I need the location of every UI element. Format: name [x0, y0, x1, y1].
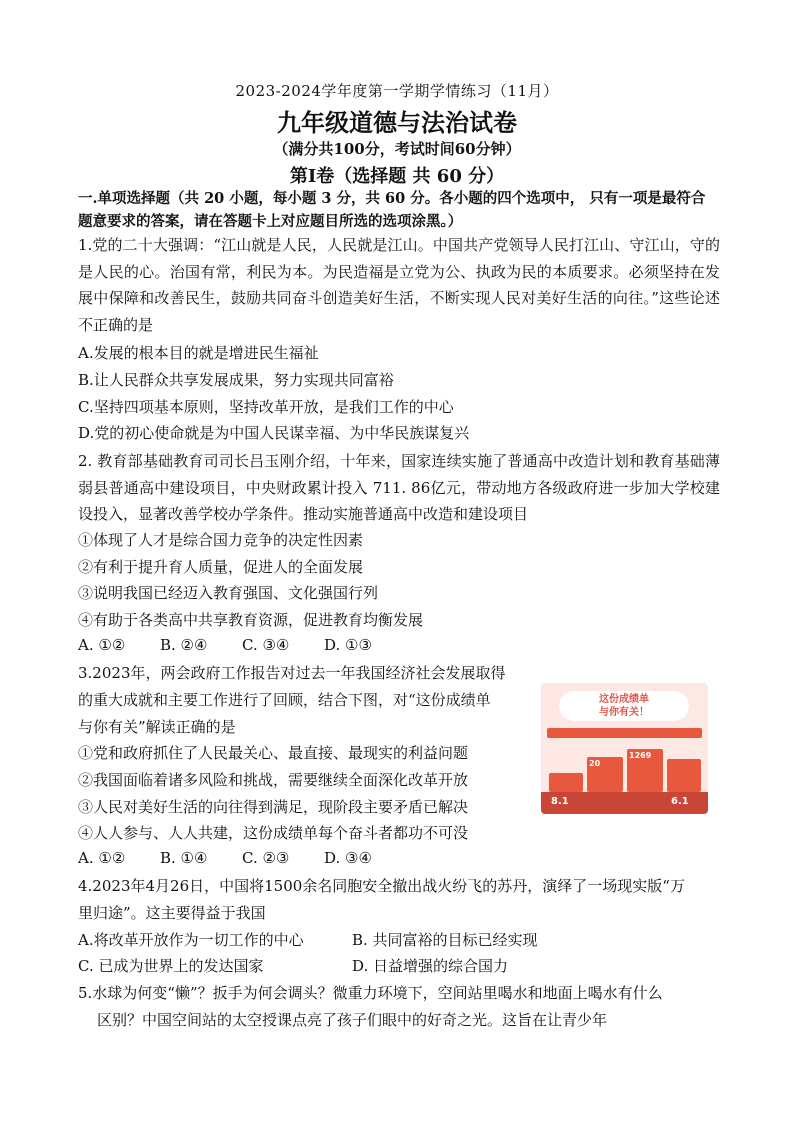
- q1-option-b: B.让人民群众共享发展成果，努力实现共同富裕: [78, 371, 394, 389]
- poster-steps: [541, 745, 708, 814]
- q1-stem: 1.党的二十大强调：“江山就是人民，人民就是江山。中国共产党领导人民打江山、守江山，守的是人民的心。治国有常，利民为本。为民造福是立党为公、执政为民的本质要求。必须坚持在发展中保障和改善民生，鼓励共同奋斗创造美好生活，不断实现人民对美好生活的向往。”这些论述不正确的是: [78, 236, 720, 335]
- report-card-poster-image: [541, 683, 708, 814]
- poster-step-mid-2: [627, 749, 663, 792]
- q2-item-1: ①体现了人才是综合国力竞争的决定性因素: [78, 531, 364, 549]
- poster-value-right: 6.1: [671, 796, 689, 807]
- q4-stem-line-1: 4.2023年4月26日，中国将1500余名同胞安全撤出战火纷飞的苏丹，演绎了一场现实版“万: [78, 877, 685, 895]
- poster-step-mid-1: [587, 757, 623, 792]
- q3-item-4: ④人人参与、人人共建，这份成绩单每个奋斗者都功不可没: [78, 824, 469, 842]
- q2-answer-d: D. ①③: [324, 636, 372, 654]
- q2-answer-a: A. ①②: [78, 636, 126, 654]
- poster-value-mid-1: 20: [589, 759, 601, 768]
- poster-step-right: [667, 759, 701, 792]
- q4-option-d: D. 日益增强的综合国力: [352, 957, 509, 975]
- poster-value-left: 8.1: [551, 796, 569, 807]
- q5-stem-line-2: 区别？中国空间站的太空授课点亮了孩子们眼中的好奇之光。这旨在让青少年: [97, 1011, 608, 1029]
- q2-item-4: ④有助于各类高中共享教育资源，促进教育均衡发展: [78, 611, 424, 629]
- poster-banner: [559, 691, 689, 721]
- score-time-note: （满分共100分，考试时间60分钟）: [273, 140, 521, 158]
- q3-item-3: ③人民对美好生活的向往得到满足，现阶段主要矛盾已解决: [78, 798, 469, 816]
- q5-stem-line-1: 5.水球为何变“懒”？扳手为何会调头？微重力环境下，空间站里喝水和地面上喝水有什么: [78, 984, 663, 1002]
- q3-answer-d: D. ③④: [324, 849, 372, 867]
- q3-item-2: ②我国面临着诸多风险和挑战，需要继续全面深化改革开放: [78, 771, 469, 789]
- q1-option-d: D.党的初心使命就是为中国人民谋幸福、为中华民族谋复兴: [78, 424, 470, 442]
- q3-item-1: ①党和政府抓住了人民最关心、最直接、最现实的利益问题: [78, 744, 469, 762]
- q3-answer-a: A. ①②: [78, 849, 126, 867]
- q2-stem: 2. 教育部基础教育司司长吕玉刚介绍，十年来，国家连续实施了普通高中改造计划和教育基础薄弱县普通高中建设项目，中央财政累计投入 711. 86亿元，带动地方各级政府进一步加大学校建设投入，显著改善学校办学条件。推动实施普通高中改造和建设项目: [78, 452, 720, 524]
- q3-answer-b: B. ①④: [160, 849, 208, 867]
- q2-item-3: ③说明我国已经迈入教育强国、文化强国行列: [78, 584, 379, 602]
- q3-answer-c: C. ②③: [242, 849, 290, 867]
- exam-title: 九年级道德与法治试卷: [277, 108, 517, 137]
- q3-answer-row: [78, 849, 372, 867]
- poster-base: [541, 792, 708, 814]
- q1-option-c: C.坚持四项基本原则，坚持改革开放，是我们工作的中心: [78, 398, 454, 416]
- q3-stem-line-3: 与你有关”解读正确的是: [78, 718, 236, 736]
- q2-answer-c: C. ③④: [242, 636, 290, 654]
- q1-option-a: A.发展的根本目的就是增进民生福祉: [78, 344, 319, 362]
- q4-option-b: B. 共同富裕的目标已经实现: [352, 931, 538, 949]
- poster-value-mid-2: 1269: [629, 751, 652, 760]
- q4-stem-line-2: 里归途”。这主要得益于我国: [78, 904, 266, 922]
- q2-item-2: ②有利于提升育人质量，促进人的全面发展: [78, 558, 364, 576]
- poster-subtitle-band: [547, 728, 702, 738]
- poster-step-left: [549, 773, 583, 792]
- q4-option-a: A.将改革开放作为一切工作的中心: [78, 931, 304, 949]
- q2-answer-row: [78, 636, 372, 654]
- section-instructions: 一.单项选择题（共 20 小题，每小题 3 分，共 60 分。各小题的四个选项中， 只有一项是最符合题意要求的答案，请在答题卡上对应题目所选的选项涂黑。）: [78, 190, 706, 230]
- q2-answer-b: B. ②④: [160, 636, 208, 654]
- q3-stem-line-1: 3.2023年，两会政府工作报告对过去一年我国经济社会发展取得: [78, 664, 506, 682]
- exam-term-line: 2023-2024学年度第一学期学情练习（11月）: [235, 82, 559, 100]
- poster-banner-line-1: 这份成绩单: [599, 694, 649, 705]
- q3-stem-line-2: 的重大成就和主要工作进行了回顾，结合下图，对“这份成绩单: [78, 691, 491, 709]
- section-title: 第Ⅰ卷（选择题 共 60 分）: [289, 166, 505, 187]
- poster-banner-line-2: 与你有关！: [599, 707, 649, 718]
- q4-option-c: C. 已成为世界上的发达国家: [78, 957, 264, 975]
